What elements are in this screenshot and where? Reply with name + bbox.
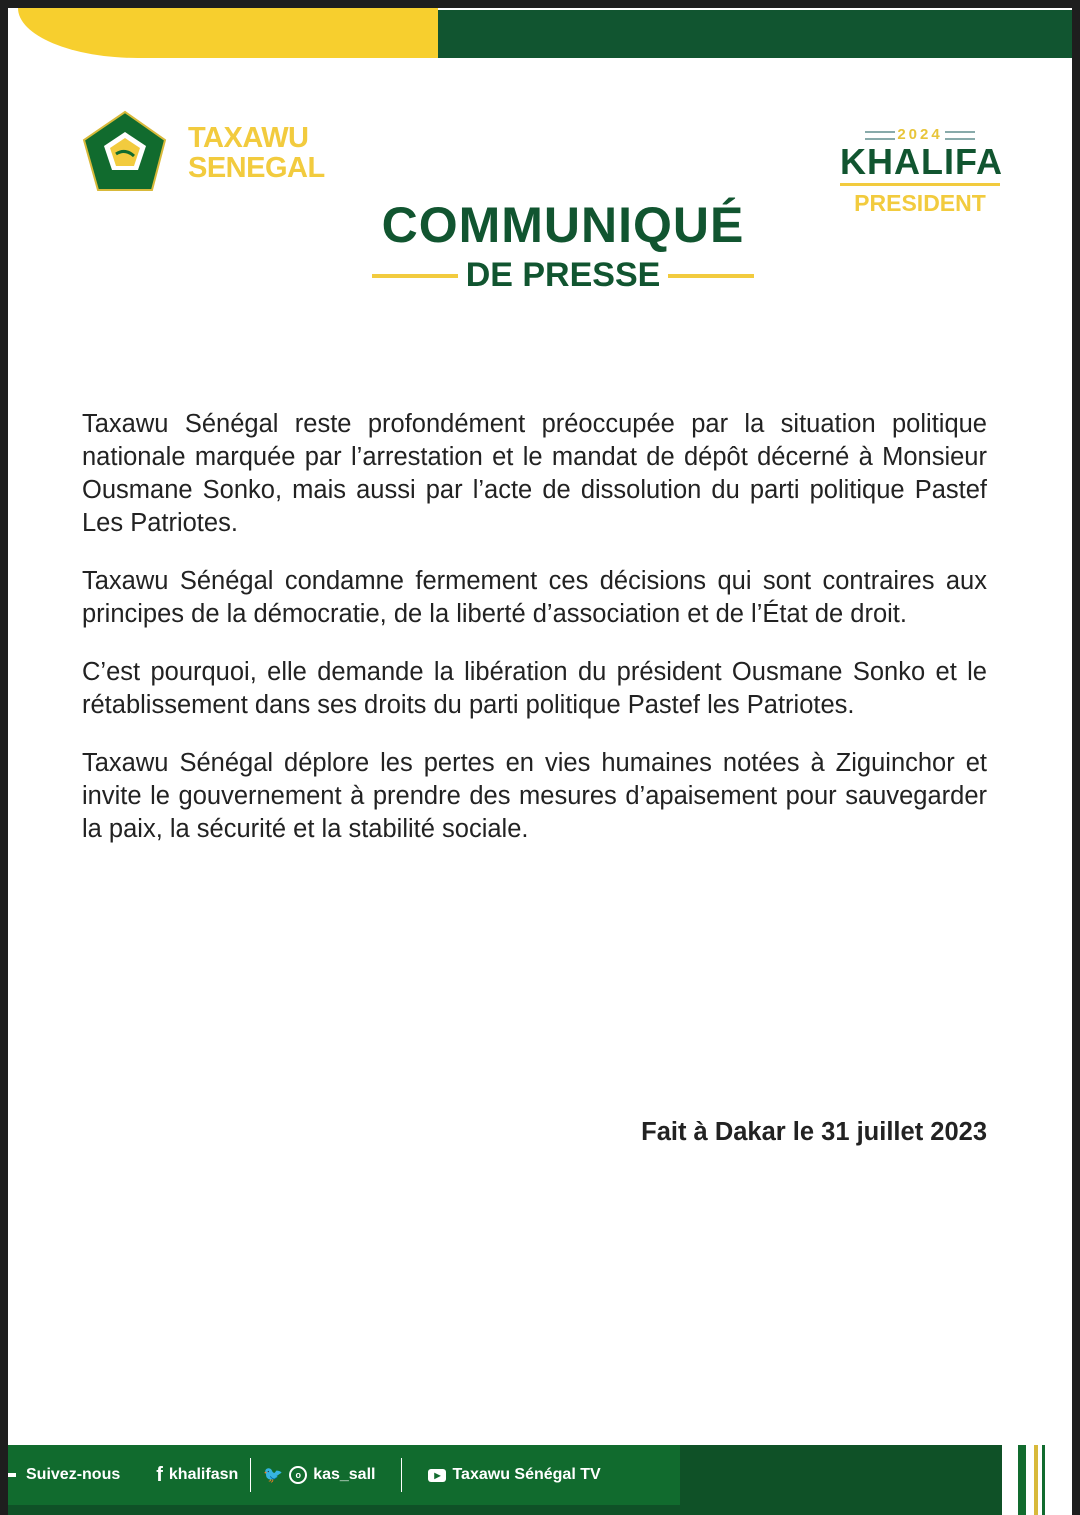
- press-release-body: [82, 408, 987, 871]
- document-title: [348, 196, 778, 295]
- twitter-icon[interactable]: 🐦: [263, 1467, 284, 1484]
- footer: [8, 1445, 1072, 1515]
- paragraph: Taxawu Sénégal reste profondément préoccupée par la situation politique nationale marquée par l’arrestation et le mandat de dépôt décerné à Monsieur Ousmane Sonko, mais aussi par l’acte de dissolution du parti politique Pastef Les Patriotes.: [82, 410, 987, 537]
- header-band-yellow: [18, 8, 438, 58]
- title-rule-right: [668, 274, 754, 278]
- taxawu-logo: [80, 110, 325, 196]
- press-release-page: [8, 8, 1072, 1515]
- instagram-icon[interactable]: o: [289, 1466, 307, 1484]
- follow-label: Suivez-nous: [26, 1466, 121, 1483]
- taxawu-emblem-icon: [80, 110, 170, 196]
- paragraph: Taxawu Sénégal déplore les pertes en vies humaines notées à Ziguinchor et invite le gouvernement à prendre des mesures d’apaisement pour sauvegarder la paix, la sécurité et la stabilité sociale.: [82, 749, 987, 843]
- campaign-name: KHALIFA: [840, 141, 1003, 182]
- campaign-year: 2024: [840, 126, 1000, 143]
- signature-date: Fait à Dakar le 31 juillet 2023: [641, 1118, 987, 1146]
- logo-line-1: TAXAWU: [188, 122, 309, 154]
- khalifa-president-logo: [840, 126, 1003, 217]
- twitter-instagram-handle[interactable]: kas_sall: [313, 1466, 376, 1483]
- title-sub: DE PRESSE: [465, 256, 661, 294]
- header-band-green: [338, 10, 1072, 58]
- facebook-icon[interactable]: f: [156, 1463, 163, 1486]
- paragraph: C’est pourquoi, elle demande la libération du président Ousmane Sonko et le rétablissement dans ses droits du parti politique Pastef les Patriotes.: [82, 658, 987, 719]
- youtube-icon[interactable]: ▶: [428, 1469, 446, 1482]
- title-main: COMMUNIQUÉ: [381, 197, 745, 253]
- campaign-role: PRESIDENT: [854, 190, 986, 216]
- logo-line-2: SENEGAL: [188, 152, 325, 184]
- youtube-channel[interactable]: Taxawu Sénégal TV: [452, 1466, 601, 1483]
- facebook-handle[interactable]: khalifasn: [168, 1466, 239, 1483]
- paragraph: Taxawu Sénégal condamne fermement ces décisions qui sont contraires aux principes de la démocratie, de la liberté d’association et de l’État de droit.: [82, 567, 987, 628]
- title-rule-left: [372, 274, 458, 278]
